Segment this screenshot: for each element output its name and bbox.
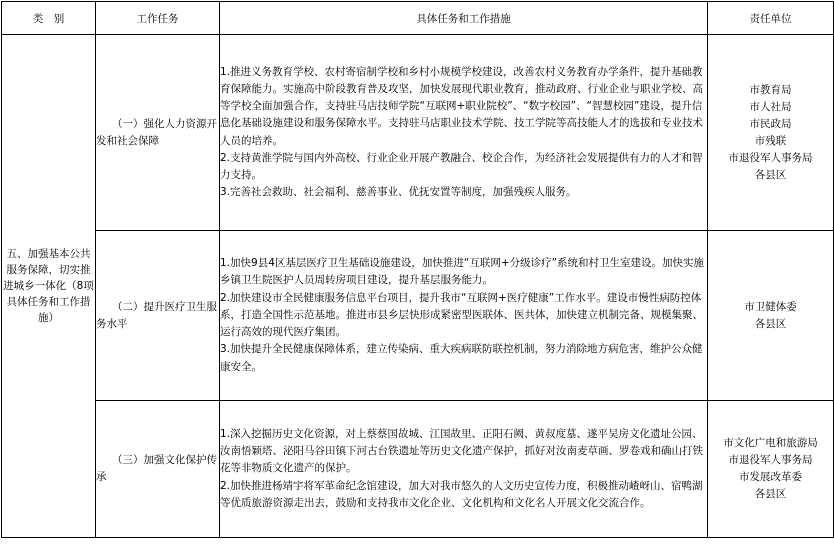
measure-item: 2.加快推进杨靖宇将军革命纪念馆建设，加大对我市悠久的人文历史宣传力度，积极推动嵖岈山、宿鸭湖等优质旅游资源走出去，鼓励和支持我市文化企业、文化机构和文化名人开展文化交流合作。 (220, 479, 703, 509)
responsible-unit: 市残联 (754, 134, 787, 147)
task-cell (96, 231, 220, 401)
measure-item: 1.推进义务教育学校、农村寄宿制学校和乡村小规模学校建设，改善农村义务教育办学条件，提升基础教育保障能力。实施高中阶段教育普及攻坚，加快发展现代职业教育，推动政府、行业企业与职业学校、高等学校全面加强合作，支持驻马店技师学院“互联网+职业院校”、“数字校园”、“智慧校园”建设，提升信息化基础设施建设和服务保障水平。支持驻马店职业技术学院、技工学院等高技能人才的选拔和专业技术人员的培养。 (220, 65, 703, 147)
measure-item: 2.加快建设市全民健康服务信息平台项目，提升我市“互联网+医疗健康”工作水平。建设市慢性病防控体系，打造全国性示范基地。推进市县乡层快形成紧密型医联体、医共体，加快建立机制完备、规模集聚、运行高效的现代医疗集团。 (220, 291, 703, 339)
measure-item: 1.深入挖掘历史文化资源，对上蔡蔡国故城、江国故里、正阳石阙、黄叔度墓、遂平吴房文化遗址公园、汝南悟颖塔、泌阳马谷田镇下河古台铁遗址等历史文化遗产保护，抓好对汝南麦草画、罗卷戏和确山打铁花等非物质文化遗产的保护。 (220, 427, 703, 475)
measure-item: 1.加快9县4区基层医疗卫生基础设施建设，加快推进“互联网+分级诊疗”系统和村卫生室建设。加快实施乡镇卫生院医护人员周转房项目建设，提升基层服务能力。 (220, 257, 705, 287)
responsible-unit: 市退役军人事务局 (728, 454, 813, 466)
header-row (2, 2, 834, 35)
responsible-cell (708, 35, 834, 231)
measure-item: 2.支持黄淮学院与国内外高校、行业企业开展产教融合、校企合作，为经济社会发展提供有力的人才和智力支持。 (220, 151, 703, 181)
table-row (2, 35, 834, 231)
header-category: 类 别 (2, 2, 96, 35)
responsible-cell (708, 231, 834, 401)
measures-cell (220, 401, 708, 538)
category-cell: 五、加强基本公共服务保障，切实推进城乡一体化（8项具体任务和工作措施） (2, 35, 96, 538)
table-row (2, 401, 834, 538)
responsible-unit: 各县区 (754, 168, 787, 181)
task-table (1, 1, 834, 538)
responsible-unit: 市人社局 (749, 100, 792, 113)
header-task: 工作任务 (96, 2, 220, 35)
responsible-unit: 市退役军人事务局 (728, 151, 813, 164)
measures-cell (220, 35, 708, 231)
measure-item: 3.加快提升全民健康保障体系，建立传染病、重大疾病联防联控机制，努力消除地方病危害，维护公众健康安全。 (220, 343, 703, 373)
responsible-unit: 市民政局 (749, 117, 792, 130)
responsible-unit: 市发展改革委 (739, 471, 802, 483)
responsible-unit: 市文化广电和旅游局 (723, 437, 818, 449)
measure-item: 3.完善社会救助、社会福利、慈善事业、优抚安置等制度，加强残疾人服务。 (220, 186, 577, 199)
header-responsible: 责任单位 (708, 2, 834, 35)
table-row (2, 231, 834, 401)
task-text: （二）提升医疗卫生服务水平 (96, 300, 217, 330)
header-measures: 具体任务和工作措施 (220, 2, 708, 35)
measures-cell (220, 231, 708, 401)
responsible-cell (708, 401, 834, 538)
task-cell (96, 35, 220, 231)
task-text: （三）加强文化保护传承 (96, 454, 217, 483)
responsible-unit: 各县区 (754, 488, 787, 500)
responsible-unit: 各县区 (754, 317, 787, 330)
responsible-unit: 市教育局 (749, 83, 792, 96)
task-text: （一）强化人力资源开发和社会保障 (96, 117, 217, 147)
responsible-unit: 市卫健体委 (744, 300, 797, 313)
task-cell (96, 401, 220, 538)
